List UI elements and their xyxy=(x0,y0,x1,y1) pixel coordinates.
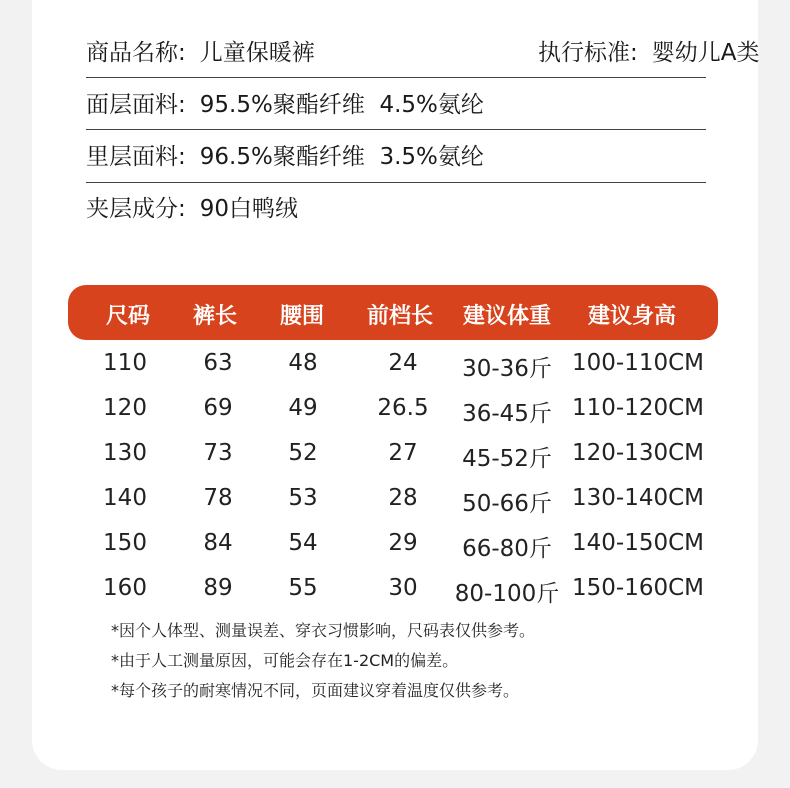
cell-size: 130 xyxy=(103,440,147,466)
product-name-row xyxy=(86,38,760,68)
note-line: *由于人工测量原因，可能会存在1-2CM的偏差。 xyxy=(111,651,459,670)
cell-front-rise: 24 xyxy=(388,350,418,376)
cell-waist: 48 xyxy=(288,350,318,376)
cell-waist: 54 xyxy=(288,530,318,556)
cell-size: 150 xyxy=(103,530,147,556)
standard-group xyxy=(538,38,759,68)
cell-length: 78 xyxy=(203,485,233,511)
cell-front-rise: 30 xyxy=(388,575,418,601)
cell-front-rise: 26.5 xyxy=(377,395,429,421)
cell-length: 69 xyxy=(203,395,233,421)
size-notes xyxy=(111,616,535,706)
standard-label: 执行标准: xyxy=(538,40,638,66)
product-name-value: 儿童保暖裤 xyxy=(199,40,315,66)
cell-length: 63 xyxy=(203,350,233,376)
cell-front-rise: 29 xyxy=(388,530,418,556)
product-name-label: 商品名称: xyxy=(86,40,186,66)
table-row xyxy=(68,530,718,560)
header-height: 建议身高 xyxy=(587,304,677,329)
cell-height: 100-110CM xyxy=(571,350,705,376)
lining-fabric-value: 96.5%聚酯纤维 3.5%氨纶 xyxy=(199,144,484,170)
cell-height: 140-150CM xyxy=(571,530,705,556)
cell-front-rise: 28 xyxy=(388,485,418,511)
cell-size: 110 xyxy=(103,350,147,376)
cell-weight: 36-45斤 xyxy=(462,401,552,427)
cell-length: 84 xyxy=(203,530,233,556)
standard-value: 婴幼儿A类 xyxy=(651,40,760,66)
lining-fabric-label: 里层面料: xyxy=(86,144,186,170)
note-line: *每个孩子的耐寒情况不同，页面建议穿着温度仅供参考。 xyxy=(111,681,520,700)
cell-height: 120-130CM xyxy=(571,440,705,466)
divider xyxy=(86,182,706,183)
cell-size: 120 xyxy=(103,395,147,421)
cell-weight: 80-100斤 xyxy=(454,581,560,607)
table-row xyxy=(68,575,718,605)
cell-height: 130-140CM xyxy=(571,485,705,511)
header-front-rise: 前档长 xyxy=(366,304,434,329)
cell-size: 140 xyxy=(103,485,147,511)
lining-fabric-row xyxy=(86,142,706,172)
cell-weight: 30-36斤 xyxy=(462,356,552,382)
note-line: *因个人体型、测量误差、穿衣习惯影响，尺码表仅供参考。 xyxy=(111,621,536,640)
outer-fabric-row xyxy=(86,90,706,120)
cell-size: 160 xyxy=(103,575,147,601)
cell-weight: 45-52斤 xyxy=(462,446,552,472)
cell-weight: 66-80斤 xyxy=(462,536,552,562)
header-size: 尺码 xyxy=(105,304,151,329)
table-row xyxy=(68,440,718,470)
cell-waist: 53 xyxy=(288,485,318,511)
cell-height: 110-120CM xyxy=(571,395,705,421)
cell-length: 73 xyxy=(203,440,233,466)
cell-front-rise: 27 xyxy=(388,440,418,466)
outer-fabric-value: 95.5%聚酯纤维 4.5%氨纶 xyxy=(199,92,484,118)
cell-waist: 52 xyxy=(288,440,318,466)
filling-value: 90白鸭绒 xyxy=(199,196,299,222)
cell-waist: 55 xyxy=(288,575,318,601)
header-length: 裤长 xyxy=(192,304,238,329)
size-table-header xyxy=(68,285,718,340)
header-weight: 建议体重 xyxy=(462,304,552,329)
table-row xyxy=(68,485,718,515)
cell-waist: 49 xyxy=(288,395,318,421)
outer-fabric-label: 面层面料: xyxy=(86,92,186,118)
divider xyxy=(86,77,706,78)
cell-length: 89 xyxy=(203,575,233,601)
table-row xyxy=(68,395,718,425)
cell-weight: 50-66斤 xyxy=(462,491,552,517)
divider xyxy=(86,129,706,130)
table-row xyxy=(68,350,718,380)
filling-label: 夹层成分: xyxy=(86,196,186,222)
header-waist: 腰围 xyxy=(279,304,325,329)
filling-row xyxy=(86,194,706,224)
cell-height: 150-160CM xyxy=(571,575,705,601)
